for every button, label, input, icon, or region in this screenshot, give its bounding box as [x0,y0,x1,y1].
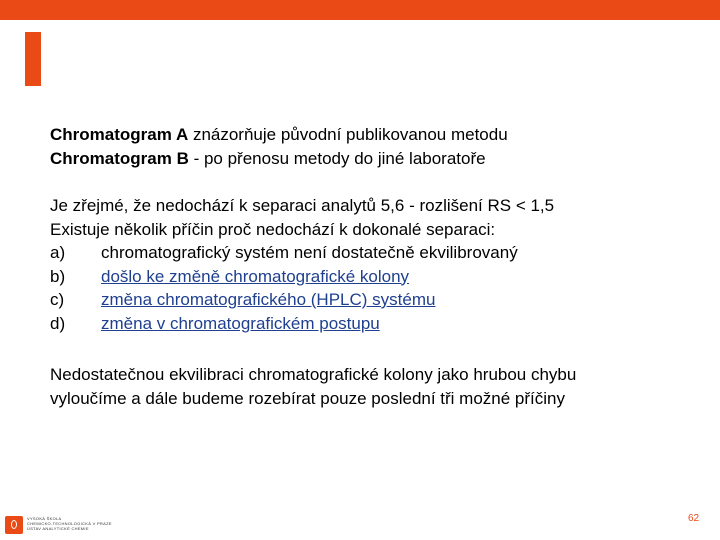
list-item [50,241,554,265]
resolution-statement: Je zřejmé, že nedochází k separaci analytů 5,6 - rozlišení RS < 1,5 [50,196,555,215]
university-logo-icon [5,516,23,534]
list-item-label: b) [50,266,66,286]
procedure-change-link[interactable]: změna v chromatografickém postupu [101,313,380,333]
footer-logo [5,516,147,534]
logo-line: ÚSTAV ANALYTICKÉ CHEMIE [27,526,89,531]
hplc-system-change-link[interactable]: změna chromatografického (HPLC) systému [101,290,436,309]
list-item-label: d) [50,313,66,333]
chromatogram-a-text: znázorňuje původní publikovanou metodu [188,125,508,144]
list-item [50,312,554,336]
page-number: 62 [688,513,700,524]
list-item-label: a) [50,243,66,262]
logo-line: CHEMICKO-TECHNOLOGICKÁ V PRAZE [27,521,112,526]
conclusion-line-1: Nedostatečnou ekvilibraci chromatografické kolony jako hrubou chybu [50,365,577,384]
chromatogram-b-line [50,147,508,171]
column-change-link[interactable]: došlo ke změně chromatografické kolony [101,266,410,286]
paragraph-conclusion [50,363,576,410]
list-item [50,288,554,312]
logo-line: VYSOKÁ ŠKOLA [27,516,62,521]
chromatogram-b-label: Chromatogram B [50,148,189,168]
list-item [50,265,554,289]
chromatogram-b-text: - po přenosu metody do jiné laboratoře [188,148,486,168]
causes-intro: Existuje několik příčin proč nedochází k dokonalé separaci: [50,219,496,239]
paragraph-causes [50,194,554,335]
chromatogram-a-line [50,123,508,147]
chromatogram-a-label: Chromatogram A [50,125,189,144]
title-accent-block [25,32,41,86]
paragraph-chromatograms [50,123,508,170]
top-accent-bar [0,0,720,20]
list-item-label: c) [50,290,65,309]
footer-logo-text [27,516,147,531]
conclusion-line-2: vyloučíme a dále budeme rozebírat pouze poslední tři možné příčiny [50,388,565,408]
list-item-text: chromatografický systém není dostatečně ekvilibrovaný [101,243,518,262]
